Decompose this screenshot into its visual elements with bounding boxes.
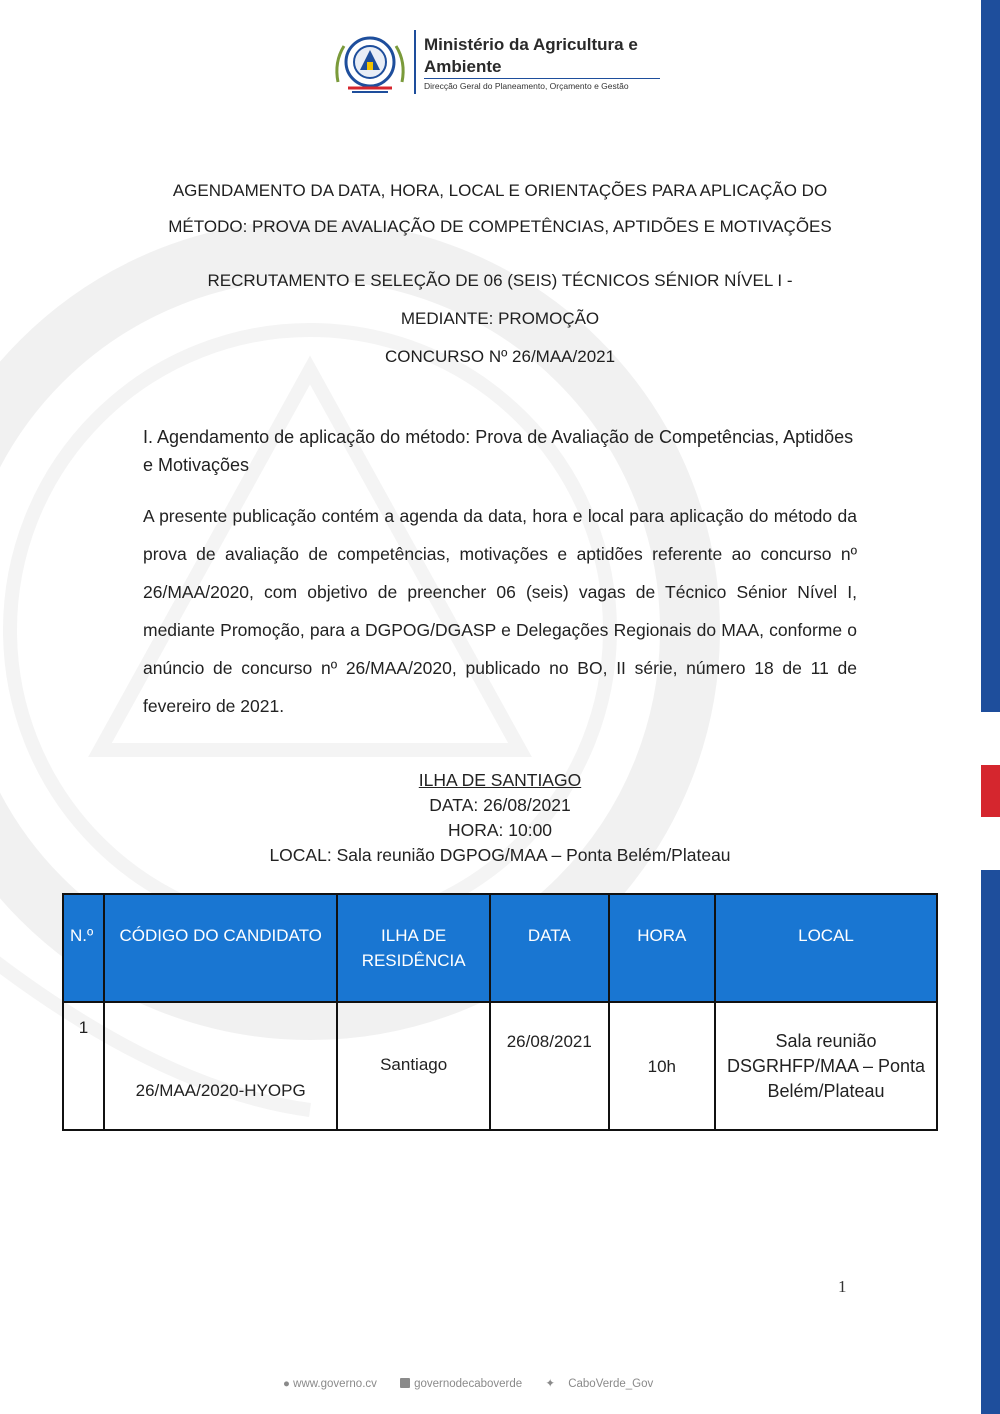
- title-line-1: AGENDAMENTO DA DATA, HORA, LOCAL E ORIENTAÇÕES PARA APLICAÇÃO DO: [172, 181, 828, 200]
- cell-hour: 10h: [609, 1002, 715, 1130]
- title-line-5: CONCURSO Nº 26/MAA/2021: [384, 347, 616, 366]
- coat-of-arms-icon: [330, 26, 410, 98]
- footer-twitter[interactable]: ✦ CaboVerde_Gov: [545, 1378, 654, 1390]
- document-title: [120, 173, 880, 245]
- footer-website[interactable]: ● www.governo.cv: [283, 1378, 377, 1390]
- header-number: N.º: [63, 894, 104, 1002]
- header-code: CÓDIGO DO CANDIDATO: [104, 894, 337, 1002]
- schedule-table: [62, 893, 938, 1131]
- recruitment-title: [120, 262, 880, 376]
- footer: [283, 1376, 673, 1390]
- side-bar-blue-top: [981, 0, 1000, 712]
- body-paragraph: A presente publicação contém a agenda da data, hora e local para aplicação do método da prova de avaliação de competências, motivações e aptidões referente ao concurso nº 26/MAA/2020, com objetivo de preencher 06 (seis) vagas de Técnico Sénior Nível I, mediante Promoção, para a DGPOG/DGASP e Delegações Regionais do MAA, conforme o anúncio de concurso nº 26/MAA/2020, publicado no BO, II série, número 18 de 11 de fevereiro de 2021.: [143, 506, 857, 716]
- session-date: DATA: 26/08/2021: [429, 795, 571, 815]
- section-heading: I. Agendamento de aplicação do método: Prova de Avaliação de Competências, Aptidões e Motivações: [143, 427, 854, 475]
- header-divider: [414, 30, 416, 94]
- cell-date: 26/08/2021: [490, 1002, 609, 1130]
- header-date: DATA: [490, 894, 609, 1002]
- side-bar-red: [981, 765, 1000, 817]
- header-hour: HORA: [609, 894, 715, 1002]
- directorate-name: Direcção Geral do Planeamento, Orçamento e Gestão: [424, 81, 629, 91]
- title-line-4: MEDIANTE: PROMOÇÃO: [400, 309, 600, 328]
- session-location: LOCAL: Sala reunião DGPOG/MAA – Ponta Belém/Plateau: [269, 845, 731, 865]
- cell-location: Sala reunião DSGRHFP/MAA – Ponta Belém/Plateau: [715, 1002, 937, 1130]
- cell-island: Santiago: [337, 1002, 490, 1130]
- cell-number: 1: [63, 1002, 104, 1130]
- side-bar-blue-bottom: [981, 870, 1000, 1414]
- table-header-row: [63, 894, 937, 1002]
- ministry-header: [330, 26, 670, 98]
- facebook-icon: [400, 1378, 410, 1388]
- header-island: ILHA DE RESIDÊNCIA: [337, 894, 490, 1002]
- cell-code: 26/MAA/2020-HYOPG: [104, 1002, 337, 1130]
- ministry-name: Ministério da Agricultura e Ambiente: [424, 35, 638, 76]
- page-number: 1: [838, 1277, 847, 1296]
- session-info: [200, 768, 800, 868]
- title-line-2: MÉTODO: PROVA DE AVALIAÇÃO DE COMPETÊNCIAS, APTIDÕES E MOTIVAÇÕES: [168, 217, 832, 236]
- table-row: [63, 1002, 937, 1130]
- session-island: ILHA DE SANTIAGO: [418, 770, 582, 790]
- header-location: LOCAL: [715, 894, 937, 1002]
- ministry-underline: [424, 78, 660, 79]
- session-time: HORA: 10:00: [447, 820, 553, 840]
- title-line-3: RECRUTAMENTO E SELEÇÃO DE 06 (SEIS) TÉCNICOS SÉNIOR NÍVEL I -: [207, 271, 793, 290]
- footer-facebook[interactable]: governodecaboverde: [400, 1378, 532, 1390]
- twitter-icon: ✦: [545, 1378, 555, 1390]
